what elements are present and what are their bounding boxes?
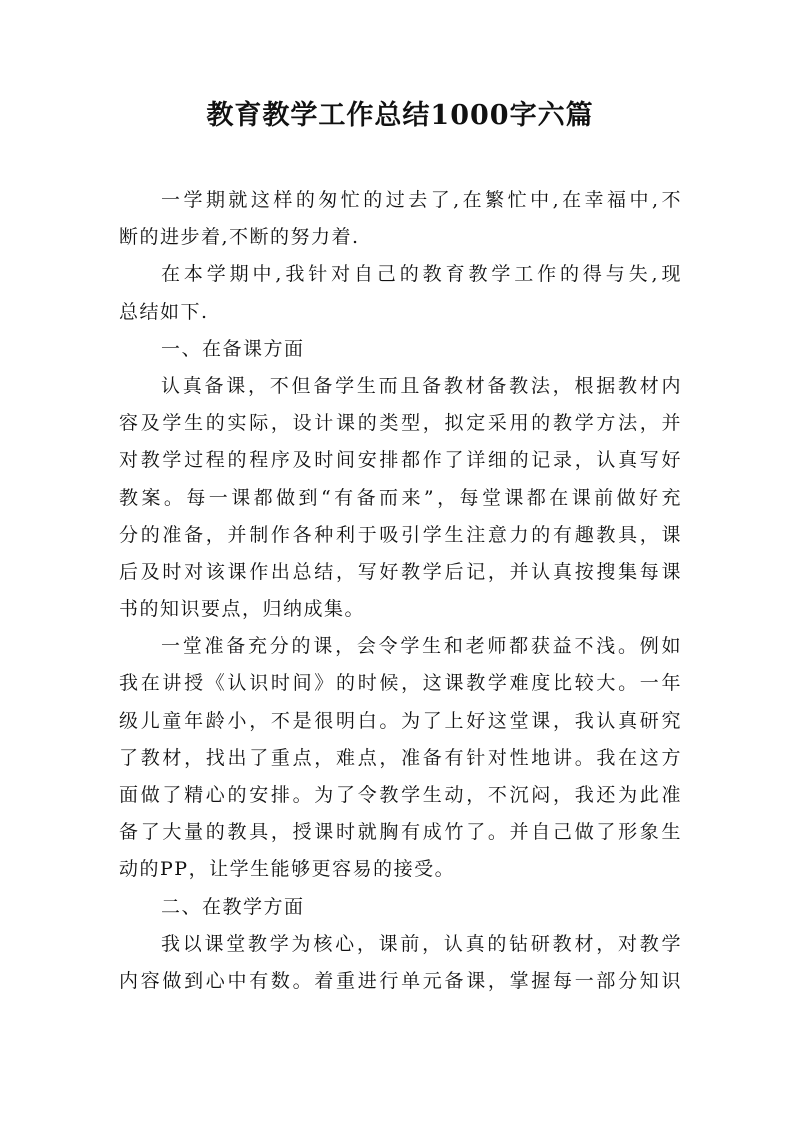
- paragraph-line: 级儿童年龄小，不是很明白。为了上好这堂课，我认真研究: [119, 709, 682, 732]
- paragraph-first-line: 在本学期中,我针对自己的教育教学工作的得与失,现: [161, 263, 682, 286]
- paragraph-line: 断的进步着,不断的努力着.: [119, 226, 360, 249]
- paragraph-line: 我在讲授《认识时间》的时候，这课教学难度比较大。一年: [119, 672, 682, 695]
- paragraph-line: 分的准备，并制作各种利于吸引学生注意力的有趣教具，课: [119, 523, 682, 546]
- paragraph-line: 书的知识要点，归纳成集。: [119, 598, 366, 621]
- paragraph-line: 面做了精心的安排。为了令教学生动，不沉闷，我还为此准: [119, 784, 682, 806]
- paragraph-line: 动的PP，让学生能够更容易的接受。: [119, 858, 456, 881]
- paragraph-line: 教案。每一课都做到“有备而来”，每堂课都在课前做好充: [119, 486, 682, 509]
- paragraph-line: 后及时对该课作出总结，写好教学后记，并认真按搜集每课: [119, 560, 682, 583]
- paragraph-first-line: 一堂准备充分的课，会令学生和老师都获益不浅。例如: [161, 635, 682, 658]
- body-text: [119, 182, 682, 1000]
- paragraph-line: 容及学生的实际，设计课的类型，拟定采用的教学方法，并: [119, 412, 682, 435]
- paragraph-line: 对教学过程的程序及时间安排都作了详细的记录，认真写好: [119, 449, 682, 472]
- paragraph-first-line: 二、在教学方面: [161, 895, 305, 918]
- page-title: 教育教学工作总结1000字六篇: [206, 100, 594, 131]
- paragraph-line: 备了大量的教具，授课时就胸有成竹了。并自己做了形象生: [119, 821, 682, 844]
- paragraph-first-line: 一、在备课方面: [161, 337, 305, 360]
- paragraph-line: 内容做到心中有数。着重进行单元备课，掌握每一部分知识: [119, 969, 682, 992]
- paragraph-first-line: 认真备课，不但备学生而且备教材备教法，根据教材内: [161, 374, 682, 397]
- paragraph-line: 总结如下.: [119, 300, 209, 323]
- paragraph-first-line: 一学期就这样的匆忙的过去了,在繁忙中,在幸福中,不: [161, 189, 682, 211]
- paragraph-line: 了教材，找出了重点，难点，准备有针对性地讲。我在这方: [119, 746, 682, 769]
- paragraph-first-line: 我以课堂教学为核心，课前，认真的钻研教材，对教学: [161, 932, 682, 955]
